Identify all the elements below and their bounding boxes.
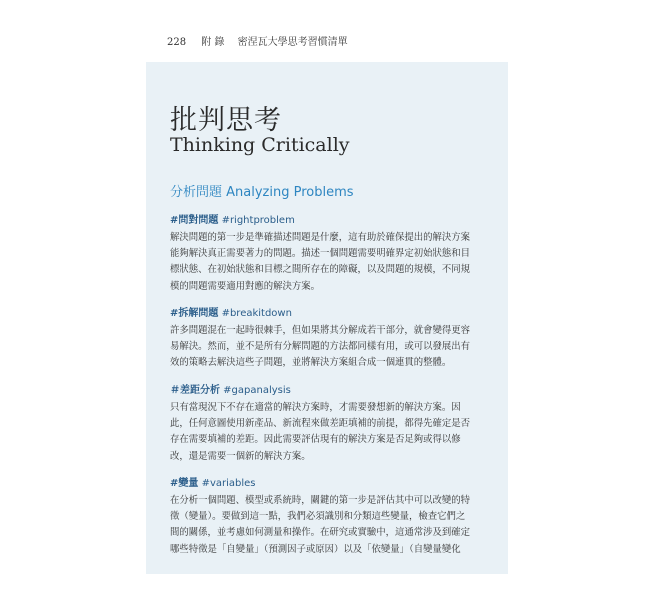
entry-heading-zh: #變量 bbox=[170, 478, 199, 489]
entry-body bbox=[170, 400, 486, 465]
entry-heading-tag: #breakitdown bbox=[218, 308, 292, 319]
body-line: 在分析一個問題、模型或系統時，關鍵的第一步是評估其中可以改變的特 bbox=[170, 495, 471, 506]
body-line: 只有當現況下不存在適當的解決方案時，才需要發想新的解決方案。因 bbox=[170, 402, 461, 413]
entry-heading-tag: #gapanalysis bbox=[220, 385, 291, 396]
entry-heading bbox=[170, 306, 486, 321]
section-title: 分析問題 Analyzing Problems bbox=[170, 185, 354, 200]
body-line: 哪些特徵是「自變量」（預測因子或原因）以及「依變量」（自變量變化 bbox=[170, 543, 461, 555]
entry-gapanalysis bbox=[170, 383, 486, 465]
entry-body bbox=[170, 323, 486, 372]
entry-variables bbox=[170, 476, 486, 558]
body-line: 徵（變量）。要做到這一點，我們必須識別和分類這些變量，檢查它們之 bbox=[170, 511, 466, 523]
entry-breakitdown bbox=[170, 306, 486, 372]
entry-heading-zh: #拆解問題 bbox=[170, 308, 219, 319]
entry-body bbox=[170, 230, 486, 295]
content-panel bbox=[146, 62, 508, 574]
body-line: 解決問題的第一步是準確描述問題是什麼，這有助於確保提出的解決方案 bbox=[170, 232, 471, 243]
entry-heading-zh: #問對問題 bbox=[170, 215, 219, 226]
entry-body bbox=[170, 493, 486, 558]
chapter-title-zh: 批判思考 bbox=[170, 105, 282, 136]
page-number: 228 bbox=[167, 37, 187, 48]
body-line: 易解決。然而，並不是所有分解問題的方法都同樣有用，或可以發展出有 bbox=[170, 341, 471, 353]
entry-heading-tag: #rightproblem bbox=[218, 215, 295, 226]
body-line: 標狀態、在初始狀態和目標之間所存在的障礙，以及問題的規模，不同規 bbox=[170, 264, 471, 276]
chapter-title-en: Thinking Critically bbox=[170, 134, 350, 156]
running-head bbox=[167, 33, 348, 48]
body-line: 能夠解決真正需要著力的問題。描述一個問題需要明確界定初始狀態和目 bbox=[170, 248, 471, 260]
running-head-section: 附 錄 bbox=[201, 37, 225, 48]
entry-heading-tag: #variables bbox=[198, 478, 256, 489]
entry-heading-zh: ＃差距分析 bbox=[170, 385, 220, 396]
body-line: 間的關係，並考慮如何測量和操作。在研究或實驗中，這通常涉及到確定 bbox=[170, 527, 471, 539]
body-line: 許多問題混在一起時很棘手，但如果將其分解成若干部分，就會變得更容 bbox=[170, 325, 471, 336]
body-line: 此，任何意圖使用新產品、新流程來做差距填補的前提，都得先確定是否 bbox=[170, 418, 471, 430]
body-line: 改，還是需要一個新的解決方案。 bbox=[170, 450, 311, 462]
running-head-title: 密涅瓦大學思考習慣清單 bbox=[237, 37, 348, 48]
entry-heading bbox=[170, 383, 486, 398]
entry-heading bbox=[170, 213, 486, 228]
body-line: 模的問題需要適用對應的解決方案。 bbox=[170, 280, 321, 292]
body-line: 存在需要填補的差距。因此需要評估現有的解決方案是否足夠或得以修 bbox=[170, 434, 461, 446]
entry-heading bbox=[170, 476, 486, 491]
entry-rightproblem bbox=[170, 213, 486, 295]
body-line: 效的策略去解決這些子問題，並將解決方案組合成一個連貫的整體。 bbox=[170, 357, 452, 369]
